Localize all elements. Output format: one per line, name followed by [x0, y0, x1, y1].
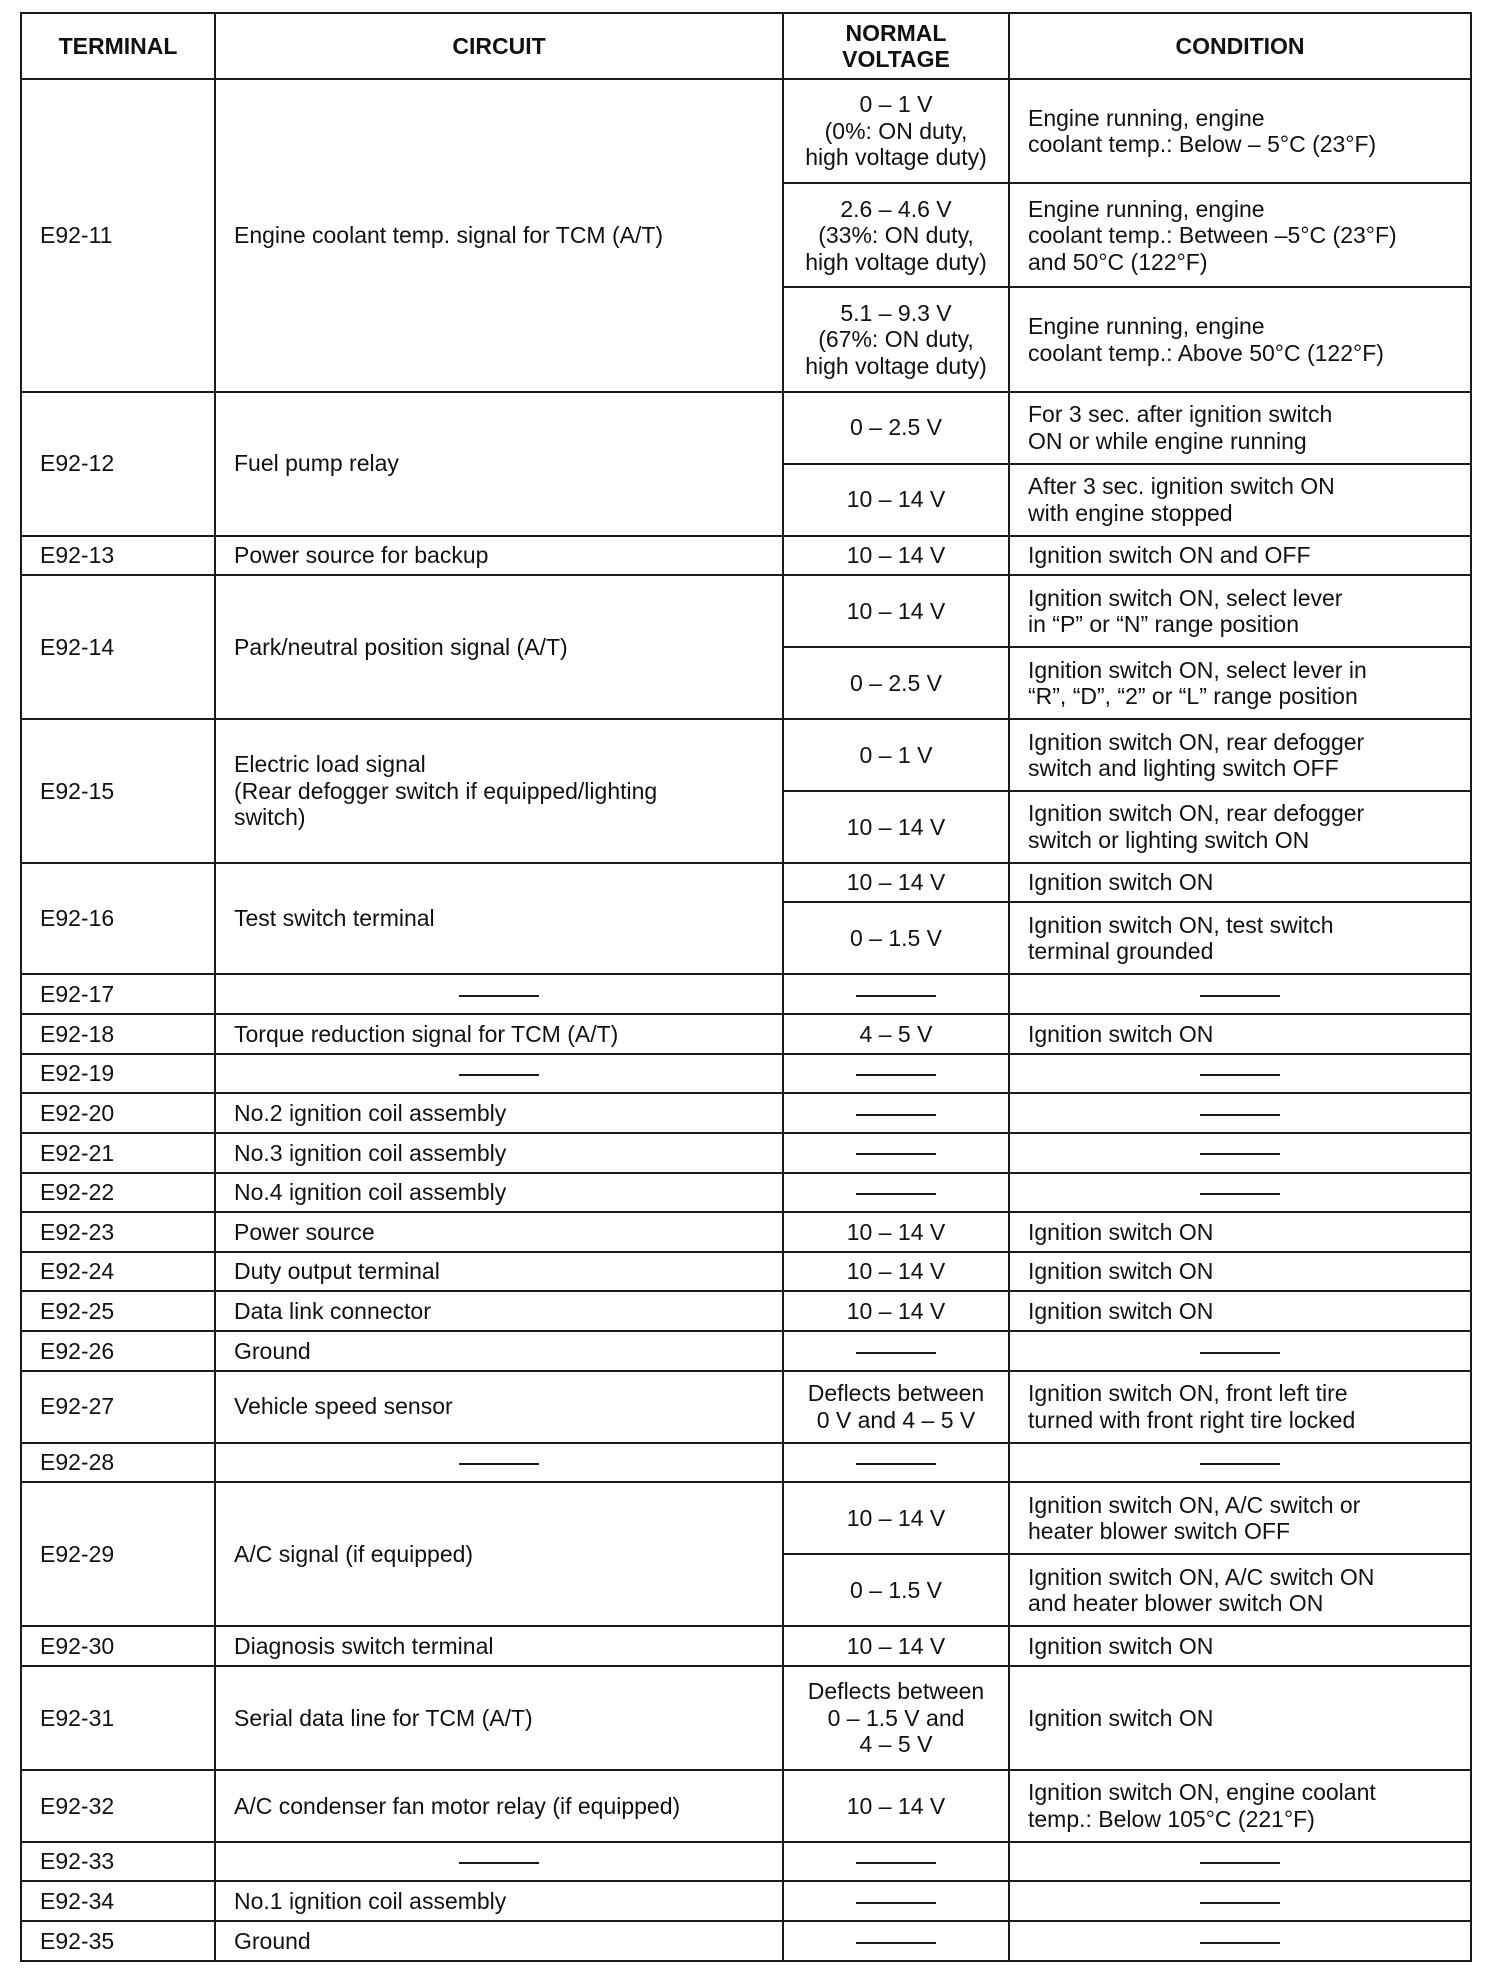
circuit-line: Power source — [234, 1218, 375, 1245]
normal-voltage-cell — [783, 1133, 1009, 1173]
table-header-row — [21, 13, 1471, 79]
circuit-line: Torque reduction signal for TCM (A/T) — [234, 1020, 619, 1047]
condition-line: Ignition switch ON — [1028, 1020, 1214, 1047]
normal-voltage-cell — [783, 1173, 1009, 1213]
circuit-line: Power source for backup — [234, 542, 489, 569]
condition-line: After 3 sec. ignition switch ON — [1028, 473, 1335, 500]
empty-value-dash — [856, 1862, 936, 1864]
condition-line: Ignition switch ON — [1028, 1632, 1214, 1659]
voltage-line: 2.6 – 4.6 V — [840, 195, 952, 222]
circuit-line: Ground — [234, 1337, 311, 1364]
circuit-line: Park/neutral position signal (A/T) — [234, 633, 568, 660]
condition-cell — [1009, 1252, 1471, 1292]
voltage-line: 0 – 1.5 V — [849, 1576, 943, 1603]
circuit-cell — [215, 1482, 783, 1626]
table-row — [21, 392, 1471, 464]
normal-voltage-cell — [783, 1212, 1009, 1252]
condition-cell — [1009, 1093, 1471, 1133]
terminal-cell: E92-32 — [21, 1770, 215, 1842]
condition-line: terminal grounded — [1028, 938, 1214, 965]
normal-voltage-cell — [783, 575, 1009, 647]
condition-cell — [1009, 791, 1471, 863]
circuit-cell — [215, 1666, 783, 1770]
condition-line: ON or while engine running — [1028, 427, 1307, 454]
condition-line: Ignition switch ON, front left tire — [1028, 1380, 1348, 1407]
table-row — [21, 79, 1471, 183]
voltage-line: 10 – 14 V — [846, 1632, 946, 1659]
normal-voltage-cell — [783, 287, 1009, 391]
voltage-line: 10 – 14 V — [846, 813, 946, 840]
terminal-voltage-table — [20, 12, 1472, 1962]
circuit-line: (Rear defogger switch if equipped/lighting — [234, 777, 658, 804]
empty-value-dash — [856, 1074, 936, 1076]
terminal-cell: E92-22 — [21, 1173, 215, 1213]
circuit-line: Electric load signal — [234, 751, 426, 778]
circuit-cell — [215, 1173, 783, 1213]
empty-value-dash — [856, 1114, 936, 1116]
header-voltage-line1: NORMAL — [845, 19, 947, 46]
header-terminal: TERMINAL — [21, 13, 215, 79]
condition-line: Ignition switch ON — [1028, 1258, 1214, 1285]
condition-cell — [1009, 902, 1471, 974]
condition-cell — [1009, 1770, 1471, 1842]
table-row — [21, 1770, 1471, 1842]
header-voltage-line2: VOLTAGE — [842, 46, 950, 72]
normal-voltage-cell — [783, 1331, 1009, 1371]
condition-line: in “P” or “N” range position — [1028, 611, 1299, 638]
voltage-line: high voltage duty) — [805, 144, 987, 171]
terminal-cell: E92-17 — [21, 974, 215, 1014]
circuit-cell — [215, 1842, 783, 1882]
circuit-cell — [215, 1291, 783, 1331]
voltage-line: 0 – 1.5 V and — [827, 1704, 965, 1731]
circuit-line: Data link connector — [234, 1298, 431, 1324]
voltage-line: 4 – 5 V — [859, 1731, 933, 1757]
table-row — [21, 1291, 1471, 1331]
normal-voltage-cell — [783, 1252, 1009, 1292]
empty-value-dash — [459, 995, 539, 997]
voltage-line: 10 – 14 V — [846, 1298, 946, 1324]
condition-cell — [1009, 719, 1471, 791]
empty-value-dash — [856, 1193, 936, 1195]
normal-voltage-cell — [783, 392, 1009, 464]
normal-voltage-cell — [783, 1054, 1009, 1094]
terminal-cell: E92-19 — [21, 1054, 215, 1094]
condition-cell — [1009, 575, 1471, 647]
condition-line: Ignition switch ON, select lever in — [1028, 656, 1367, 683]
condition-cell — [1009, 1133, 1471, 1173]
condition-cell — [1009, 1173, 1471, 1213]
condition-line: Engine running, engine — [1028, 313, 1265, 340]
normal-voltage-cell — [783, 1554, 1009, 1626]
normal-voltage-cell — [783, 464, 1009, 536]
table-row — [21, 1921, 1471, 1961]
empty-value-dash — [856, 1153, 936, 1155]
empty-value-dash — [856, 1352, 936, 1354]
table-row — [21, 1626, 1471, 1666]
terminal-cell: E92-35 — [21, 1921, 215, 1961]
condition-cell — [1009, 79, 1471, 183]
circuit-line: No.2 ignition coil assembly — [234, 1099, 507, 1126]
condition-cell — [1009, 863, 1471, 903]
voltage-line: (33%: ON duty, — [818, 222, 974, 249]
table-row — [21, 974, 1471, 1014]
circuit-line: Serial data line for TCM (A/T) — [234, 1704, 533, 1731]
condition-line: Ignition switch ON, A/C switch ON — [1028, 1563, 1375, 1590]
empty-value-dash — [1200, 1074, 1280, 1076]
condition-line: Engine running, engine — [1028, 104, 1265, 131]
normal-voltage-cell — [783, 902, 1009, 974]
normal-voltage-cell — [783, 536, 1009, 576]
condition-cell — [1009, 1371, 1471, 1443]
terminal-cell: E92-31 — [21, 1666, 215, 1770]
condition-cell — [1009, 1842, 1471, 1882]
condition-line: turned with front right tire locked — [1028, 1406, 1356, 1433]
terminal-cell: E92-23 — [21, 1212, 215, 1252]
normal-voltage-cell — [783, 183, 1009, 287]
condition-line: Ignition switch ON, select lever — [1028, 584, 1343, 611]
terminal-cell: E92-25 — [21, 1291, 215, 1331]
condition-cell — [1009, 1291, 1471, 1331]
normal-voltage-cell — [783, 1921, 1009, 1961]
circuit-cell — [215, 974, 783, 1014]
condition-cell — [1009, 536, 1471, 576]
condition-line: For 3 sec. after ignition switch — [1028, 401, 1333, 428]
circuit-cell — [215, 1770, 783, 1842]
voltage-line: (0%: ON duty, — [824, 117, 968, 144]
condition-cell — [1009, 392, 1471, 464]
condition-line: Ignition switch ON — [1028, 869, 1214, 896]
normal-voltage-cell — [783, 1666, 1009, 1770]
condition-cell — [1009, 1921, 1471, 1961]
voltage-line: 10 – 14 V — [846, 486, 946, 513]
voltage-line: Deflects between — [807, 1678, 985, 1705]
empty-value-dash — [1200, 1153, 1280, 1155]
table-row — [21, 719, 1471, 791]
condition-line: and heater blower switch ON — [1028, 1590, 1324, 1617]
condition-cell — [1009, 1443, 1471, 1483]
condition-line: switch and lighting switch OFF — [1028, 754, 1339, 781]
voltage-line: 10 – 14 V — [846, 597, 946, 624]
normal-voltage-cell — [783, 719, 1009, 791]
voltage-line: 10 – 14 V — [846, 542, 946, 569]
condition-line: coolant temp.: Above 50°C (122°F) — [1028, 339, 1384, 366]
circuit-line: No.1 ignition coil assembly — [234, 1888, 507, 1915]
terminal-cell: E92-15 — [21, 719, 215, 863]
circuit-cell — [215, 1881, 783, 1921]
table-row — [21, 1666, 1471, 1770]
normal-voltage-cell — [783, 1770, 1009, 1842]
condition-cell — [1009, 1212, 1471, 1252]
terminal-cell: E92-30 — [21, 1626, 215, 1666]
terminal-cell: E92-28 — [21, 1443, 215, 1483]
voltage-line: 10 – 14 V — [846, 1792, 946, 1819]
condition-line: Ignition switch ON, test switch — [1028, 912, 1334, 938]
empty-value-dash — [856, 1942, 936, 1944]
circuit-line: Engine coolant temp. signal for TCM (A/T) — [234, 222, 664, 249]
condition-line: Engine running, engine — [1028, 195, 1265, 222]
terminal-cell: E92-12 — [21, 392, 215, 536]
condition-cell — [1009, 1014, 1471, 1054]
voltage-line: 4 – 5 V — [859, 1020, 933, 1047]
voltage-line: high voltage duty) — [805, 352, 987, 379]
voltage-line: 5.1 – 9.3 V — [840, 299, 952, 326]
terminal-cell: E92-20 — [21, 1093, 215, 1133]
voltage-line: 10 – 14 V — [846, 869, 946, 896]
condition-line: switch or lighting switch ON — [1028, 826, 1310, 853]
normal-voltage-cell — [783, 974, 1009, 1014]
condition-cell — [1009, 1482, 1471, 1554]
condition-cell — [1009, 1881, 1471, 1921]
condition-line: Ignition switch ON, engine coolant — [1028, 1779, 1376, 1806]
empty-value-dash — [856, 1463, 936, 1465]
condition-cell — [1009, 1666, 1471, 1770]
circuit-cell — [215, 79, 783, 392]
voltage-line: high voltage duty) — [805, 248, 987, 275]
circuit-line: Ground — [234, 1927, 311, 1954]
table-row — [21, 1054, 1471, 1094]
empty-value-dash — [856, 1902, 936, 1904]
voltage-line: 0 – 1 V — [859, 741, 933, 768]
circuit-cell — [215, 1626, 783, 1666]
condition-line: Ignition switch ON — [1028, 1704, 1214, 1731]
condition-cell — [1009, 1054, 1471, 1094]
condition-line: coolant temp.: Below – 5°C (23°F) — [1028, 131, 1377, 158]
normal-voltage-cell — [783, 1482, 1009, 1554]
table-row — [21, 1331, 1471, 1371]
header-circuit: CIRCUIT — [215, 13, 783, 79]
header-normal-voltage — [783, 13, 1009, 79]
table-row — [21, 1371, 1471, 1443]
table-row — [21, 1173, 1471, 1213]
normal-voltage-cell — [783, 1093, 1009, 1133]
condition-cell — [1009, 647, 1471, 719]
header-condition: CONDITION — [1009, 13, 1471, 79]
voltage-line: 0 – 2.5 V — [849, 414, 943, 441]
condition-cell — [1009, 1554, 1471, 1626]
table-row — [21, 575, 1471, 647]
condition-line: coolant temp.: Between –5°C (23°F) — [1028, 222, 1397, 249]
empty-value-dash — [856, 995, 936, 997]
normal-voltage-cell — [783, 647, 1009, 719]
condition-line: Ignition switch ON and OFF — [1028, 542, 1311, 569]
normal-voltage-cell — [783, 1014, 1009, 1054]
normal-voltage-cell — [783, 1443, 1009, 1483]
terminal-cell: E92-14 — [21, 575, 215, 719]
circuit-cell — [215, 1054, 783, 1094]
voltage-line: 10 – 14 V — [846, 1218, 946, 1245]
empty-value-dash — [1200, 1193, 1280, 1195]
table-row — [21, 1133, 1471, 1173]
condition-line: “R”, “D”, “2” or “L” range position — [1028, 683, 1358, 710]
condition-cell — [1009, 1626, 1471, 1666]
circuit-cell — [215, 1921, 783, 1961]
empty-value-dash — [459, 1074, 539, 1076]
circuit-line: Duty output terminal — [234, 1258, 440, 1285]
voltage-line: Deflects between — [807, 1380, 985, 1407]
empty-value-dash — [1200, 1114, 1280, 1116]
terminal-cell: E92-26 — [21, 1331, 215, 1371]
normal-voltage-cell — [783, 1881, 1009, 1921]
normal-voltage-cell — [783, 1626, 1009, 1666]
empty-value-dash — [1200, 1463, 1280, 1465]
normal-voltage-cell — [783, 79, 1009, 183]
terminal-cell: E92-29 — [21, 1482, 215, 1626]
condition-cell — [1009, 183, 1471, 287]
voltage-line: 0 – 1 V — [859, 91, 933, 118]
condition-line: with engine stopped — [1028, 499, 1233, 526]
circuit-line: A/C signal (if equipped) — [234, 1540, 474, 1567]
voltage-line: (67%: ON duty, — [818, 326, 974, 353]
circuit-line: A/C condenser fan motor relay (if equipped) — [234, 1792, 681, 1819]
voltage-line: 0 – 2.5 V — [849, 669, 943, 696]
terminal-cell: E92-34 — [21, 1881, 215, 1921]
circuit-cell — [215, 392, 783, 536]
normal-voltage-cell — [783, 1371, 1009, 1443]
condition-line: temp.: Below 105°C (221°F) — [1028, 1805, 1315, 1832]
circuit-line: switch) — [234, 804, 306, 831]
circuit-cell — [215, 1014, 783, 1054]
empty-value-dash — [1200, 1862, 1280, 1864]
table-row — [21, 1482, 1471, 1554]
circuit-cell — [215, 719, 783, 863]
empty-value-dash — [1200, 1902, 1280, 1904]
condition-cell — [1009, 287, 1471, 391]
circuit-cell — [215, 536, 783, 576]
circuit-line: Fuel pump relay — [234, 450, 399, 477]
condition-cell — [1009, 974, 1471, 1014]
terminal-cell: E92-18 — [21, 1014, 215, 1054]
condition-line: Ignition switch ON, rear defogger — [1028, 800, 1365, 827]
circuit-cell — [215, 1133, 783, 1173]
terminal-cell: E92-24 — [21, 1252, 215, 1292]
terminal-cell: E92-21 — [21, 1133, 215, 1173]
circuit-line: Test switch terminal — [234, 905, 435, 932]
empty-value-dash — [459, 1463, 539, 1465]
table-row — [21, 1014, 1471, 1054]
circuit-line: No.4 ignition coil assembly — [234, 1179, 507, 1206]
table-row — [21, 1212, 1471, 1252]
normal-voltage-cell — [783, 1291, 1009, 1331]
normal-voltage-cell — [783, 863, 1009, 903]
empty-value-dash — [1200, 1352, 1280, 1354]
voltage-line: 0 – 1.5 V — [849, 925, 943, 952]
terminal-cell: E92-33 — [21, 1842, 215, 1882]
condition-line: Ignition switch ON — [1028, 1218, 1214, 1245]
terminal-cell: E92-13 — [21, 536, 215, 576]
circuit-line: Diagnosis switch terminal — [234, 1632, 494, 1659]
circuit-cell — [215, 1371, 783, 1443]
terminal-voltage-sheet — [20, 12, 1470, 1962]
normal-voltage-cell — [783, 1842, 1009, 1882]
circuit-cell — [215, 1331, 783, 1371]
circuit-line: Vehicle speed sensor — [234, 1393, 453, 1420]
table-row — [21, 1093, 1471, 1133]
condition-cell — [1009, 1331, 1471, 1371]
terminal-cell: E92-16 — [21, 863, 215, 975]
terminal-cell: E92-11 — [21, 79, 215, 392]
condition-line: Ignition switch ON — [1028, 1298, 1214, 1324]
table-row — [21, 1252, 1471, 1292]
circuit-cell — [215, 1443, 783, 1483]
voltage-line: 10 – 14 V — [846, 1258, 946, 1285]
circuit-cell — [215, 863, 783, 975]
table-row — [21, 1842, 1471, 1882]
table-row — [21, 1881, 1471, 1921]
condition-line: Ignition switch ON, rear defogger — [1028, 728, 1365, 755]
table-body — [21, 79, 1471, 1961]
terminal-cell: E92-27 — [21, 1371, 215, 1443]
condition-cell — [1009, 464, 1471, 536]
table-row — [21, 863, 1471, 903]
circuit-cell — [215, 1212, 783, 1252]
condition-line: Ignition switch ON, A/C switch or — [1028, 1491, 1361, 1518]
table-row — [21, 1443, 1471, 1483]
empty-value-dash — [1200, 1942, 1280, 1944]
circuit-cell — [215, 1093, 783, 1133]
circuit-cell — [215, 1252, 783, 1292]
empty-value-dash — [459, 1862, 539, 1864]
condition-line: heater blower switch OFF — [1028, 1518, 1291, 1545]
voltage-line: 10 – 14 V — [846, 1504, 946, 1531]
circuit-cell — [215, 575, 783, 719]
condition-line: and 50°C (122°F) — [1028, 248, 1208, 275]
circuit-line: No.3 ignition coil assembly — [234, 1139, 507, 1166]
empty-value-dash — [1200, 995, 1280, 997]
voltage-line: 0 V and 4 – 5 V — [816, 1406, 976, 1433]
table-row — [21, 536, 1471, 576]
normal-voltage-cell — [783, 791, 1009, 863]
